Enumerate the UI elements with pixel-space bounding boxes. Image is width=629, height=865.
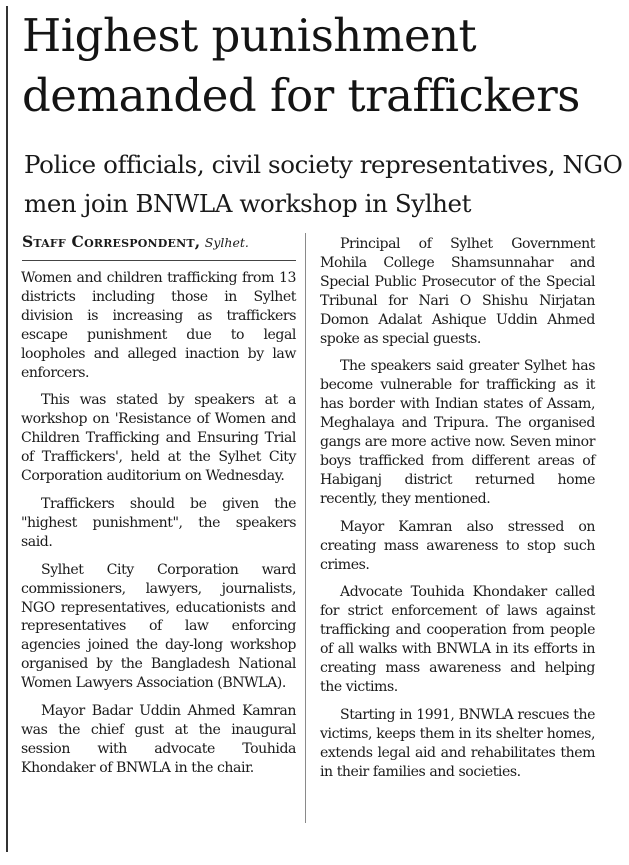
article-column-left [21, 269, 296, 787]
paragraph: Advocate Touhida Khondaker called for strict enforcement of laws against trafficking and cooperation from people of all walks with BNWLA in its efforts in creating mass awareness and helping the victims. [320, 584, 595, 695]
paragraph: Mayor Kamran also stressed on creating mass awareness to stop such crimes. [320, 518, 595, 573]
paragraph: Starting in 1991, BNWLA rescues the victims, keeps them in its shelter homes, extends legal aid and rehabilitates them in their families and societies. [320, 706, 595, 780]
paragraph: The speakers said greater Sylhet has become vulnerable for trafficking as it has border with Indian states of Assam, Meghalaya and Tripura. The organised gangs are more active now. Seven minor boys trafficked from different areas of Habiganj district returned home recently, they mentioned. [320, 358, 595, 507]
paragraph: This was stated by speakers at a workshop on 'Resistance of Women and Children Trafficking and Ensuring Trial of Traffickers', held at the Sylhet City Corporation auditorium on Wednesday. [21, 392, 296, 485]
byline-name: Staff Correspondent, [22, 232, 201, 251]
left-border-rule [6, 6, 8, 852]
article-column-right [320, 235, 595, 790]
subheadline: Police officials, civil society representatives, NGO men join BNWLA workshop in Sylhet [24, 150, 623, 218]
paragraph: Mayor Badar Uddin Ahmed Kamran was the chief gust at the inaugural session with advocate Touhida Khondaker of BNWLA in the chair. [21, 703, 296, 776]
paragraph: Sylhet City Corporation ward commissioners, lawyers, journalists, NGO representatives, educationists and representatives of law enforcing agencies joined the day-long workshop organised by the Bangladesh National Women Lawyers Association (BNWLA). [21, 561, 296, 692]
byline-divider [22, 260, 296, 261]
paragraph: Principal of Sylhet Government Mohila College Shamsunnahar and Special Public Prosecutor of the Special Tribunal for Nari O Shishu Nirjatan Domon Adalat Ashique Uddin Ahmed spoke as special guests. [320, 236, 595, 347]
headline: Highest punishment demanded for traffickers [22, 9, 580, 122]
paragraph: Women and children trafficking from 13 districts including those in Sylhet division is increasing as traffickers escape punishment due to legal loopholes and alleged inaction by law enforcers. [21, 270, 296, 381]
column-divider [305, 233, 306, 823]
byline-place: Sylhet. [204, 235, 249, 250]
paragraph: Traffickers should be given the "highest punishment", the speakers said. [21, 495, 296, 550]
byline [22, 232, 312, 253]
